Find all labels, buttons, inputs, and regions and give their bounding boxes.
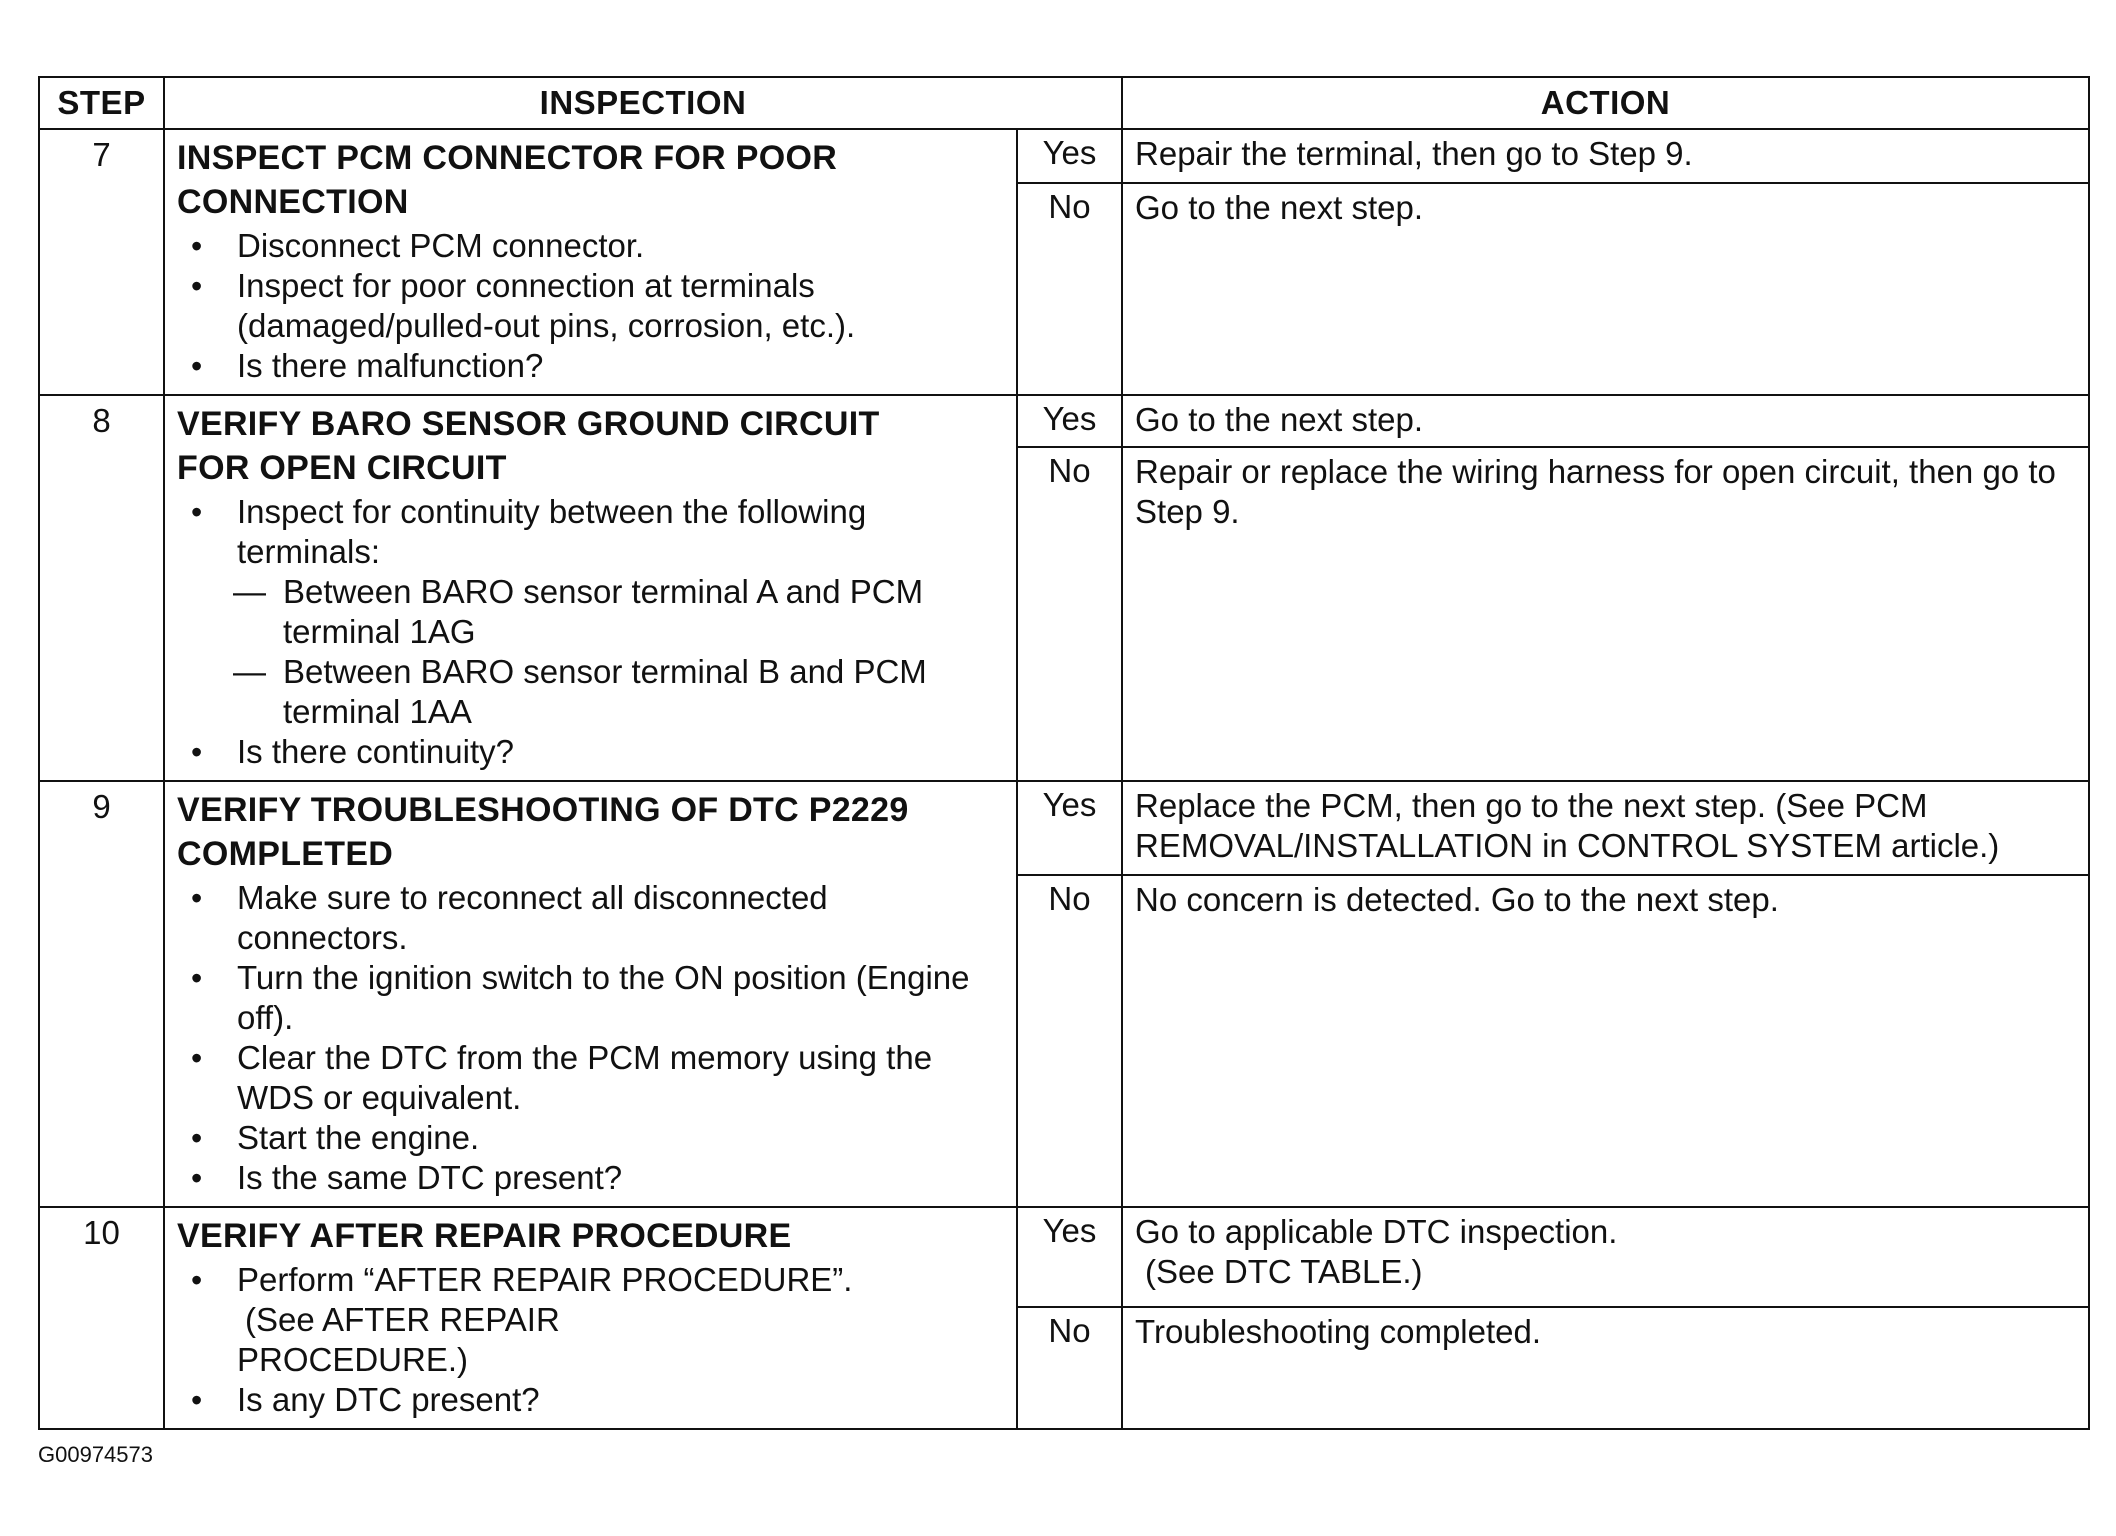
step-number: 9 [39, 781, 164, 1207]
yes-action: Repair the terminal, then go to Step 9. [1122, 129, 2089, 183]
title-line: COMPLETED [177, 835, 394, 873]
bullet-item: • Is the same DTC present? [177, 1158, 1004, 1198]
procedure-sheet [38, 76, 2088, 1430]
step-number: 8 [39, 395, 164, 781]
yes-label: Yes [1017, 129, 1122, 183]
title-line: VERIFY TROUBLESHOOTING OF DTC P2229 [177, 791, 909, 829]
title-line: VERIFY AFTER REPAIR PROCEDURE [177, 1217, 792, 1255]
action-line: Go to applicable DTC inspection. [1135, 1213, 1618, 1250]
action-line: REMOVAL/INSTALLATION in CONTROL SYSTEM article.) [1135, 827, 2000, 864]
step-10-inspection [164, 1207, 1017, 1429]
action-line: Replace the PCM, then go to the next step. (See PCM [1135, 787, 1928, 824]
no-label: No [1017, 183, 1122, 395]
step-9-yes-row [39, 781, 2089, 875]
bullet-item: • Turn the ignition switch to the ON position (Engine off). [177, 958, 1004, 1038]
bullet-item: • Disconnect PCM connector. [177, 226, 1004, 266]
title-line: VERIFY BARO SENSOR GROUND CIRCUIT [177, 405, 880, 443]
bullet-item: • Start the engine. [177, 1118, 1004, 1158]
step-8-inspection [164, 395, 1017, 781]
step-10-yes-row [39, 1207, 2089, 1307]
bullet-list [177, 492, 1004, 572]
bullet-item: • Make sure to reconnect all disconnected connectors. [177, 878, 1004, 958]
no-action: Repair or replace the wiring harness for open circuit, then go to Step 9. [1122, 447, 2089, 781]
step-title [177, 1214, 1004, 1258]
header-step: STEP [39, 77, 164, 129]
action-line: (See DTC TABLE.) [1145, 1253, 1423, 1290]
sub-item: — Between BARO sensor terminal A and PCM terminal 1AG [177, 572, 1004, 652]
yes-label: Yes [1017, 395, 1122, 447]
bullet-item: • Is there malfunction? [177, 346, 1004, 386]
yes-action: Go to the next step. [1122, 395, 2089, 447]
step-number: 10 [39, 1207, 164, 1429]
bullet-list [177, 732, 1004, 772]
title-line: INSPECT PCM CONNECTOR FOR POOR [177, 139, 838, 177]
header-row [39, 77, 2089, 129]
no-action: Troubleshooting completed. [1122, 1307, 2089, 1429]
bullet-text: • Perform “AFTER REPAIR PROCEDURE”. [237, 1261, 853, 1298]
yes-label: Yes [1017, 1207, 1122, 1307]
figure-id: G00974573 [38, 1442, 153, 1467]
bullet-list [177, 878, 1004, 1198]
no-action: No concern is detected. Go to the next step. [1122, 875, 2089, 1207]
bullet-list [177, 1260, 1004, 1420]
title-line: FOR OPEN CIRCUIT [177, 449, 507, 487]
step-7-inspection [164, 129, 1017, 395]
step-8-yes-row [39, 395, 2089, 447]
bullet-item: • Inspect for poor connection at terminals (damaged/pulled-out pins, corrosion, etc.). [177, 266, 1004, 346]
sub-item: — Between BARO sensor terminal B and PCM terminal 1AA [177, 652, 1004, 732]
step-title [177, 788, 1004, 876]
yes-label: Yes [1017, 781, 1122, 875]
bullet-text: (See AFTER REPAIR [245, 1301, 560, 1338]
header-action: ACTION [1122, 77, 2089, 129]
bullet-item: • Inspect for continuity between the following terminals: [177, 492, 1004, 572]
bullet-item [177, 1260, 1004, 1380]
bullet-item: • Clear the DTC from the PCM memory using the WDS or equivalent. [177, 1038, 1004, 1118]
no-label: No [1017, 1307, 1122, 1429]
header-inspection: INSPECTION [164, 77, 1122, 129]
bullet-list [177, 226, 1004, 386]
title-line: CONNECTION [177, 183, 409, 221]
step-title [177, 136, 1004, 224]
yes-action [1122, 1207, 2089, 1307]
troubleshooting-table [38, 76, 2090, 1430]
bullet-text: PROCEDURE.) [237, 1341, 469, 1378]
bullet-item: • Is any DTC present? [177, 1380, 1004, 1420]
step-9-inspection [164, 781, 1017, 1207]
step-number: 7 [39, 129, 164, 395]
yes-action [1122, 781, 2089, 875]
step-title [177, 402, 1004, 490]
no-action: Go to the next step. [1122, 183, 2089, 395]
no-label: No [1017, 447, 1122, 781]
no-label: No [1017, 875, 1122, 1207]
step-7-yes-row [39, 129, 2089, 183]
bullet-item: • Is there continuity? [177, 732, 1004, 772]
